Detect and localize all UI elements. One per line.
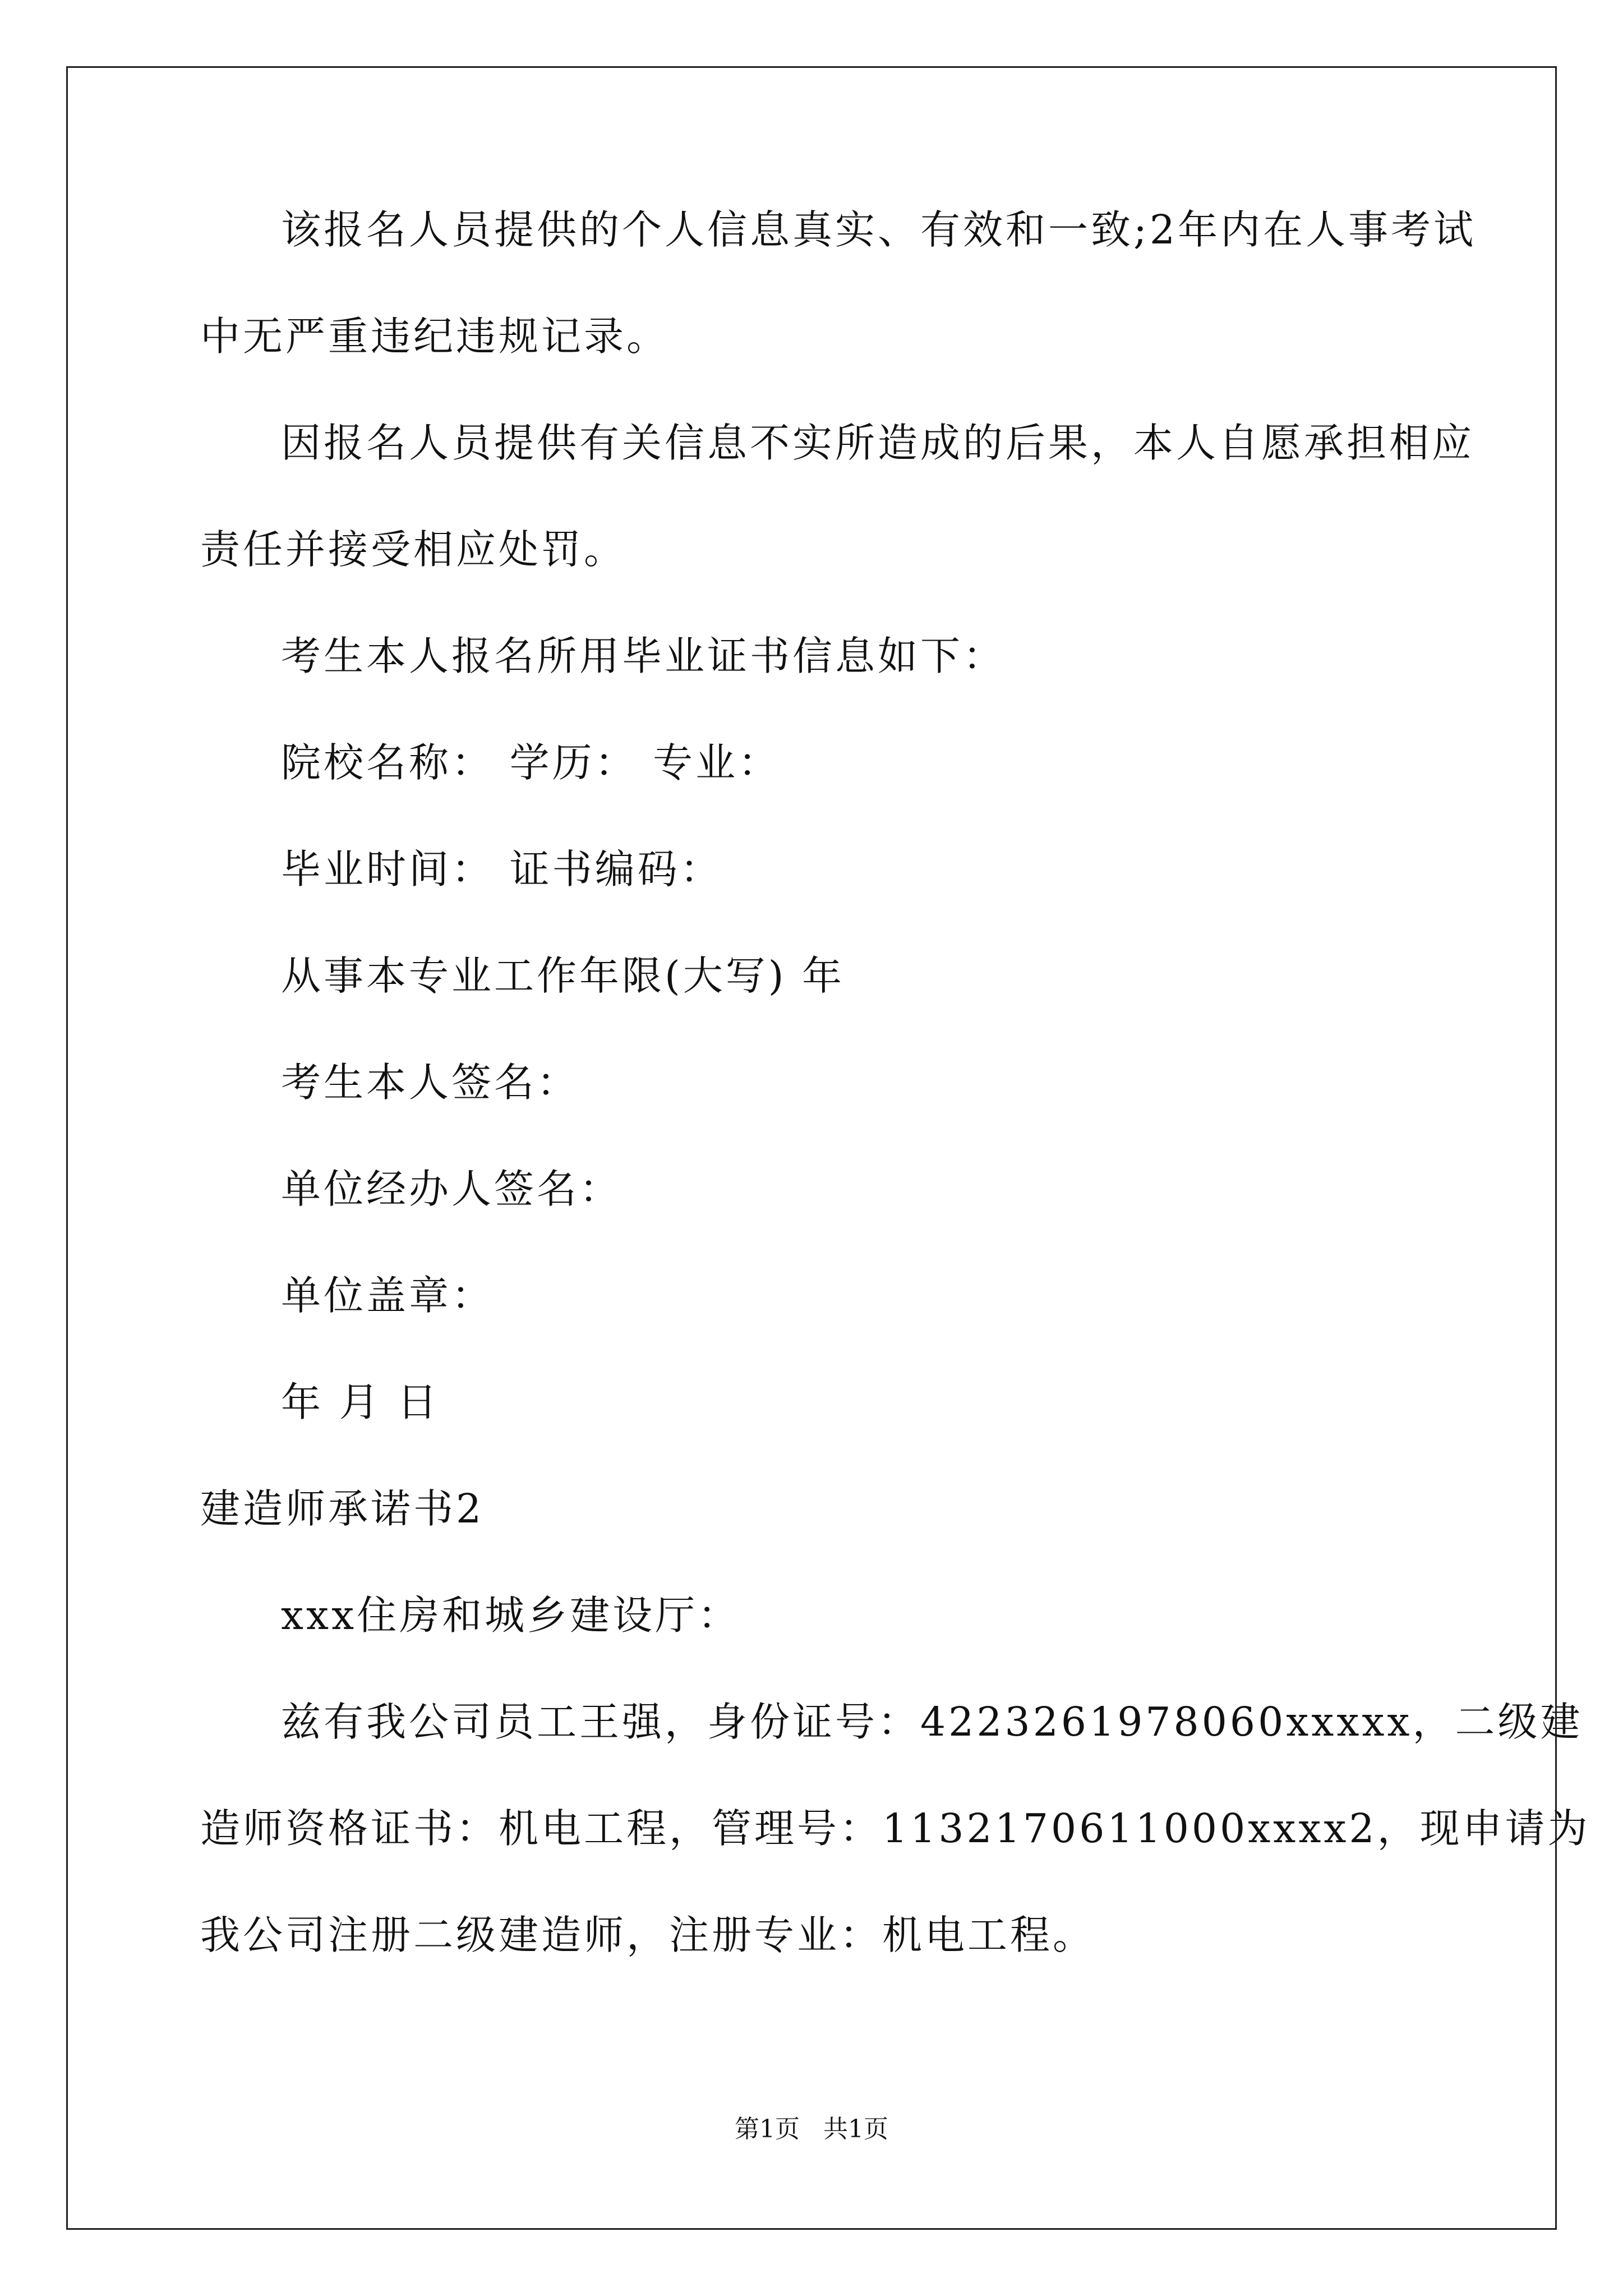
paragraph-line: 我公司注册二级建造师，注册专业：机电工程。 <box>200 1912 1096 1958</box>
paragraph-line: 责任并接受相应处罚。 <box>200 526 627 573</box>
date-line: 年 月 日 <box>281 1379 440 1425</box>
signature-line: 考生本人签名： <box>281 1059 580 1106</box>
page-footer: 第1页 共1页 <box>735 2115 888 2143</box>
form-field-line: 毕业时间： 证书编码： <box>281 846 723 892</box>
paragraph-line: 因报名人员提供有关信息不实所造成的后果，本人自愿承担相应 <box>281 420 1475 466</box>
signature-line: 单位经办人签名： <box>281 1166 623 1212</box>
paragraph-line: 考生本人报名所用毕业证书信息如下： <box>281 633 1006 679</box>
paragraph-line: 兹有我公司员工王强，身份证号：4223261978060xxxxx，二级建 <box>281 1699 1583 1745</box>
document-body <box>200 202 1590 2014</box>
paragraph-line: 中无严重违纪违规记录。 <box>200 313 670 360</box>
section-heading: 建造师承诺书2 <box>200 1485 485 1532</box>
paragraph-line: 造师资格证书：机电工程，管理号：1132170611000xxxx2，现申请为 <box>200 1805 1590 1852</box>
form-field-line: 院校名称： 学历： 专业： <box>281 739 781 786</box>
form-field-line: 从事本专业工作年限(大写) 年 <box>281 953 845 999</box>
paragraph-line: 该报名人员提供的个人信息真实、有效和一致;2年内在人事考试 <box>281 206 1477 253</box>
seal-line: 单位盖章： <box>281 1272 495 1319</box>
addressee-line: xxx住房和城乡建设厅： <box>281 1592 741 1639</box>
